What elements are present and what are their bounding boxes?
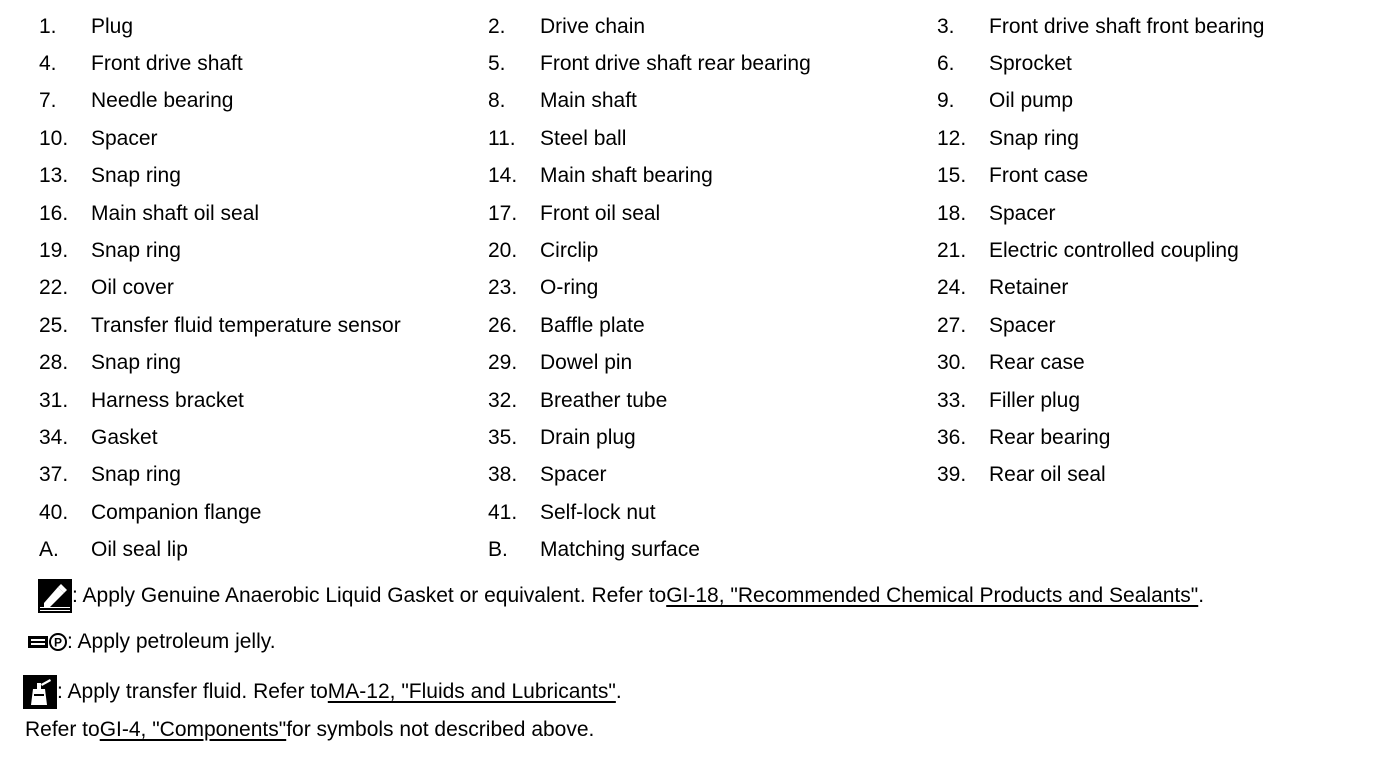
legend-item-number: 6. <box>937 52 955 76</box>
legend-item-number: 17. <box>488 201 518 225</box>
gasket-note <box>38 579 1204 613</box>
legend-item-number: 8. <box>488 89 506 113</box>
legend-item-name: Front drive shaft rear bearing <box>540 52 811 76</box>
legend-item-name: Breather tube <box>540 388 668 412</box>
legend-item-name: Filler plug <box>989 388 1081 412</box>
petroleum-jelly-icon <box>27 631 67 653</box>
legend-item-name: Circlip <box>540 239 599 263</box>
legend-item-number: 36. <box>937 425 967 449</box>
legend-item-number: 35. <box>488 425 518 449</box>
legend-item-name: Plug <box>91 14 134 38</box>
legend-item-name: Spacer <box>989 313 1056 337</box>
legend-item-number: 9. <box>937 89 955 113</box>
legend-item-number: 23. <box>488 276 518 300</box>
legend-item-name: Steel ball <box>540 126 627 150</box>
legend-item-name: Matching surface <box>540 538 700 562</box>
symbols-reference-note <box>25 718 594 742</box>
legend-item-name: Front drive shaft <box>91 52 243 76</box>
legend-item-name: Transfer fluid temperature sensor <box>91 313 401 337</box>
legend-item-name: Needle bearing <box>91 89 234 113</box>
legend-item-number: 15. <box>937 164 967 188</box>
legend-item-name: Snap ring <box>989 126 1079 150</box>
legend-item-number: 16. <box>39 201 69 225</box>
legend-item-number: 19. <box>39 239 69 263</box>
legend-item-number: 13. <box>39 164 69 188</box>
legend-item-number: 37. <box>39 463 69 487</box>
legend-item-number: 11. <box>488 126 516 150</box>
legend-item-name: Harness bracket <box>91 388 244 412</box>
legend-item-number: 32. <box>488 388 518 412</box>
symbols-reference-prefix: Refer to <box>25 718 100 741</box>
legend-item-number: 2. <box>488 14 506 38</box>
legend-item-number: 26. <box>488 313 518 337</box>
legend-item-number: 3. <box>937 14 955 38</box>
legend-item-name: Snap ring <box>91 463 181 487</box>
legend-item-name: Snap ring <box>91 351 181 375</box>
legend-item-name: Rear oil seal <box>989 463 1106 487</box>
legend-item-number: 4. <box>39 52 57 76</box>
legend-item-number: 21. <box>937 239 967 263</box>
legend-item-name: Snap ring <box>91 164 181 188</box>
legend-item-number: A. <box>39 538 59 562</box>
legend-item-name: Front oil seal <box>540 201 661 225</box>
transfer-fluid-note <box>23 675 622 709</box>
legend-item-name: Dowel pin <box>540 351 633 375</box>
legend-item-number: 1. <box>39 14 57 38</box>
transfer-fluid-note-suffix: . <box>615 680 622 703</box>
gasket-pencil-icon <box>38 579 72 613</box>
legend-item-name: Oil seal lip <box>91 538 188 562</box>
legend-item-number: 12. <box>937 126 967 150</box>
legend-item-number: 18. <box>937 201 967 225</box>
legend-item-name: Electric controlled coupling <box>989 239 1239 263</box>
symbols-reference-suffix: for symbols not described above. <box>286 718 595 741</box>
legend-item-number: 7. <box>39 89 57 113</box>
legend-item-name: Oil pump <box>989 89 1074 113</box>
gasket-reference-link[interactable]: GI-18, "Recommended Chemical Products and Sealants" <box>666 584 1199 607</box>
legend-item-name: Main shaft bearing <box>540 164 713 188</box>
legend-item-name: Self-lock nut <box>540 500 656 524</box>
legend-item-name: Rear case <box>989 351 1085 375</box>
gasket-note-suffix: . <box>1198 584 1205 607</box>
legend-item-number: 29. <box>488 351 518 375</box>
legend-item-name: O-ring <box>540 276 599 300</box>
legend-item-number: 41. <box>488 500 518 524</box>
legend-item-number: 22. <box>39 276 69 300</box>
legend-item-name: Spacer <box>91 126 158 150</box>
legend-item-number: 30. <box>937 351 967 375</box>
legend-item-name: Retainer <box>989 276 1069 300</box>
legend-item-name: Spacer <box>989 201 1056 225</box>
legend-item-name: Baffle plate <box>540 313 645 337</box>
legend-item-number: 24. <box>937 276 967 300</box>
petroleum-jelly-note-text: : Apply petroleum jelly. <box>67 630 276 653</box>
legend-item-number: 34. <box>39 425 69 449</box>
legend-item-name: Sprocket <box>989 52 1072 76</box>
legend-item-number: 27. <box>937 313 967 337</box>
legend-item-number: 31. <box>39 388 69 412</box>
legend-item-name: Front case <box>989 164 1089 188</box>
legend-item-name: Main shaft <box>540 89 637 113</box>
legend-item-number: 39. <box>937 463 967 487</box>
legend-item-name: Gasket <box>91 425 158 449</box>
legend-item-name: Oil cover <box>91 276 174 300</box>
components-link[interactable]: GI-4, "Components" <box>99 718 287 741</box>
legend-item-name: Companion flange <box>91 500 262 524</box>
legend-item-number: 14. <box>488 164 518 188</box>
svg-text:P: P <box>53 635 63 650</box>
legend-item-number: 40. <box>39 500 69 524</box>
legend-item-number: 38. <box>488 463 518 487</box>
legend-item-number: 10. <box>39 126 69 150</box>
transfer-fluid-note-prefix: : Apply transfer fluid. Refer to <box>57 680 328 703</box>
legend-item-name: Spacer <box>540 463 607 487</box>
legend-item-name: Main shaft oil seal <box>91 201 260 225</box>
legend-item-number: B. <box>488 538 508 562</box>
gasket-note-prefix: : Apply Genuine Anaerobic Liquid Gasket or equivalent. Refer to <box>72 584 667 607</box>
oil-can-icon <box>23 675 57 709</box>
legend-item-number: 20. <box>488 239 518 263</box>
legend-item-name: Rear bearing <box>989 425 1111 449</box>
legend-item-number: 33. <box>937 388 967 412</box>
legend-item-name: Drive chain <box>540 14 646 38</box>
legend-item-number: 28. <box>39 351 69 375</box>
legend-item-name: Snap ring <box>91 239 181 263</box>
fluids-lubricants-link[interactable]: MA-12, "Fluids and Lubricants" <box>327 680 616 703</box>
legend-item-number: 5. <box>488 52 506 76</box>
legend-item-number: 25. <box>39 313 69 337</box>
legend-item-name: Drain plug <box>540 425 636 449</box>
petroleum-jelly-note <box>27 630 276 654</box>
legend-item-name: Front drive shaft front bearing <box>989 14 1265 38</box>
